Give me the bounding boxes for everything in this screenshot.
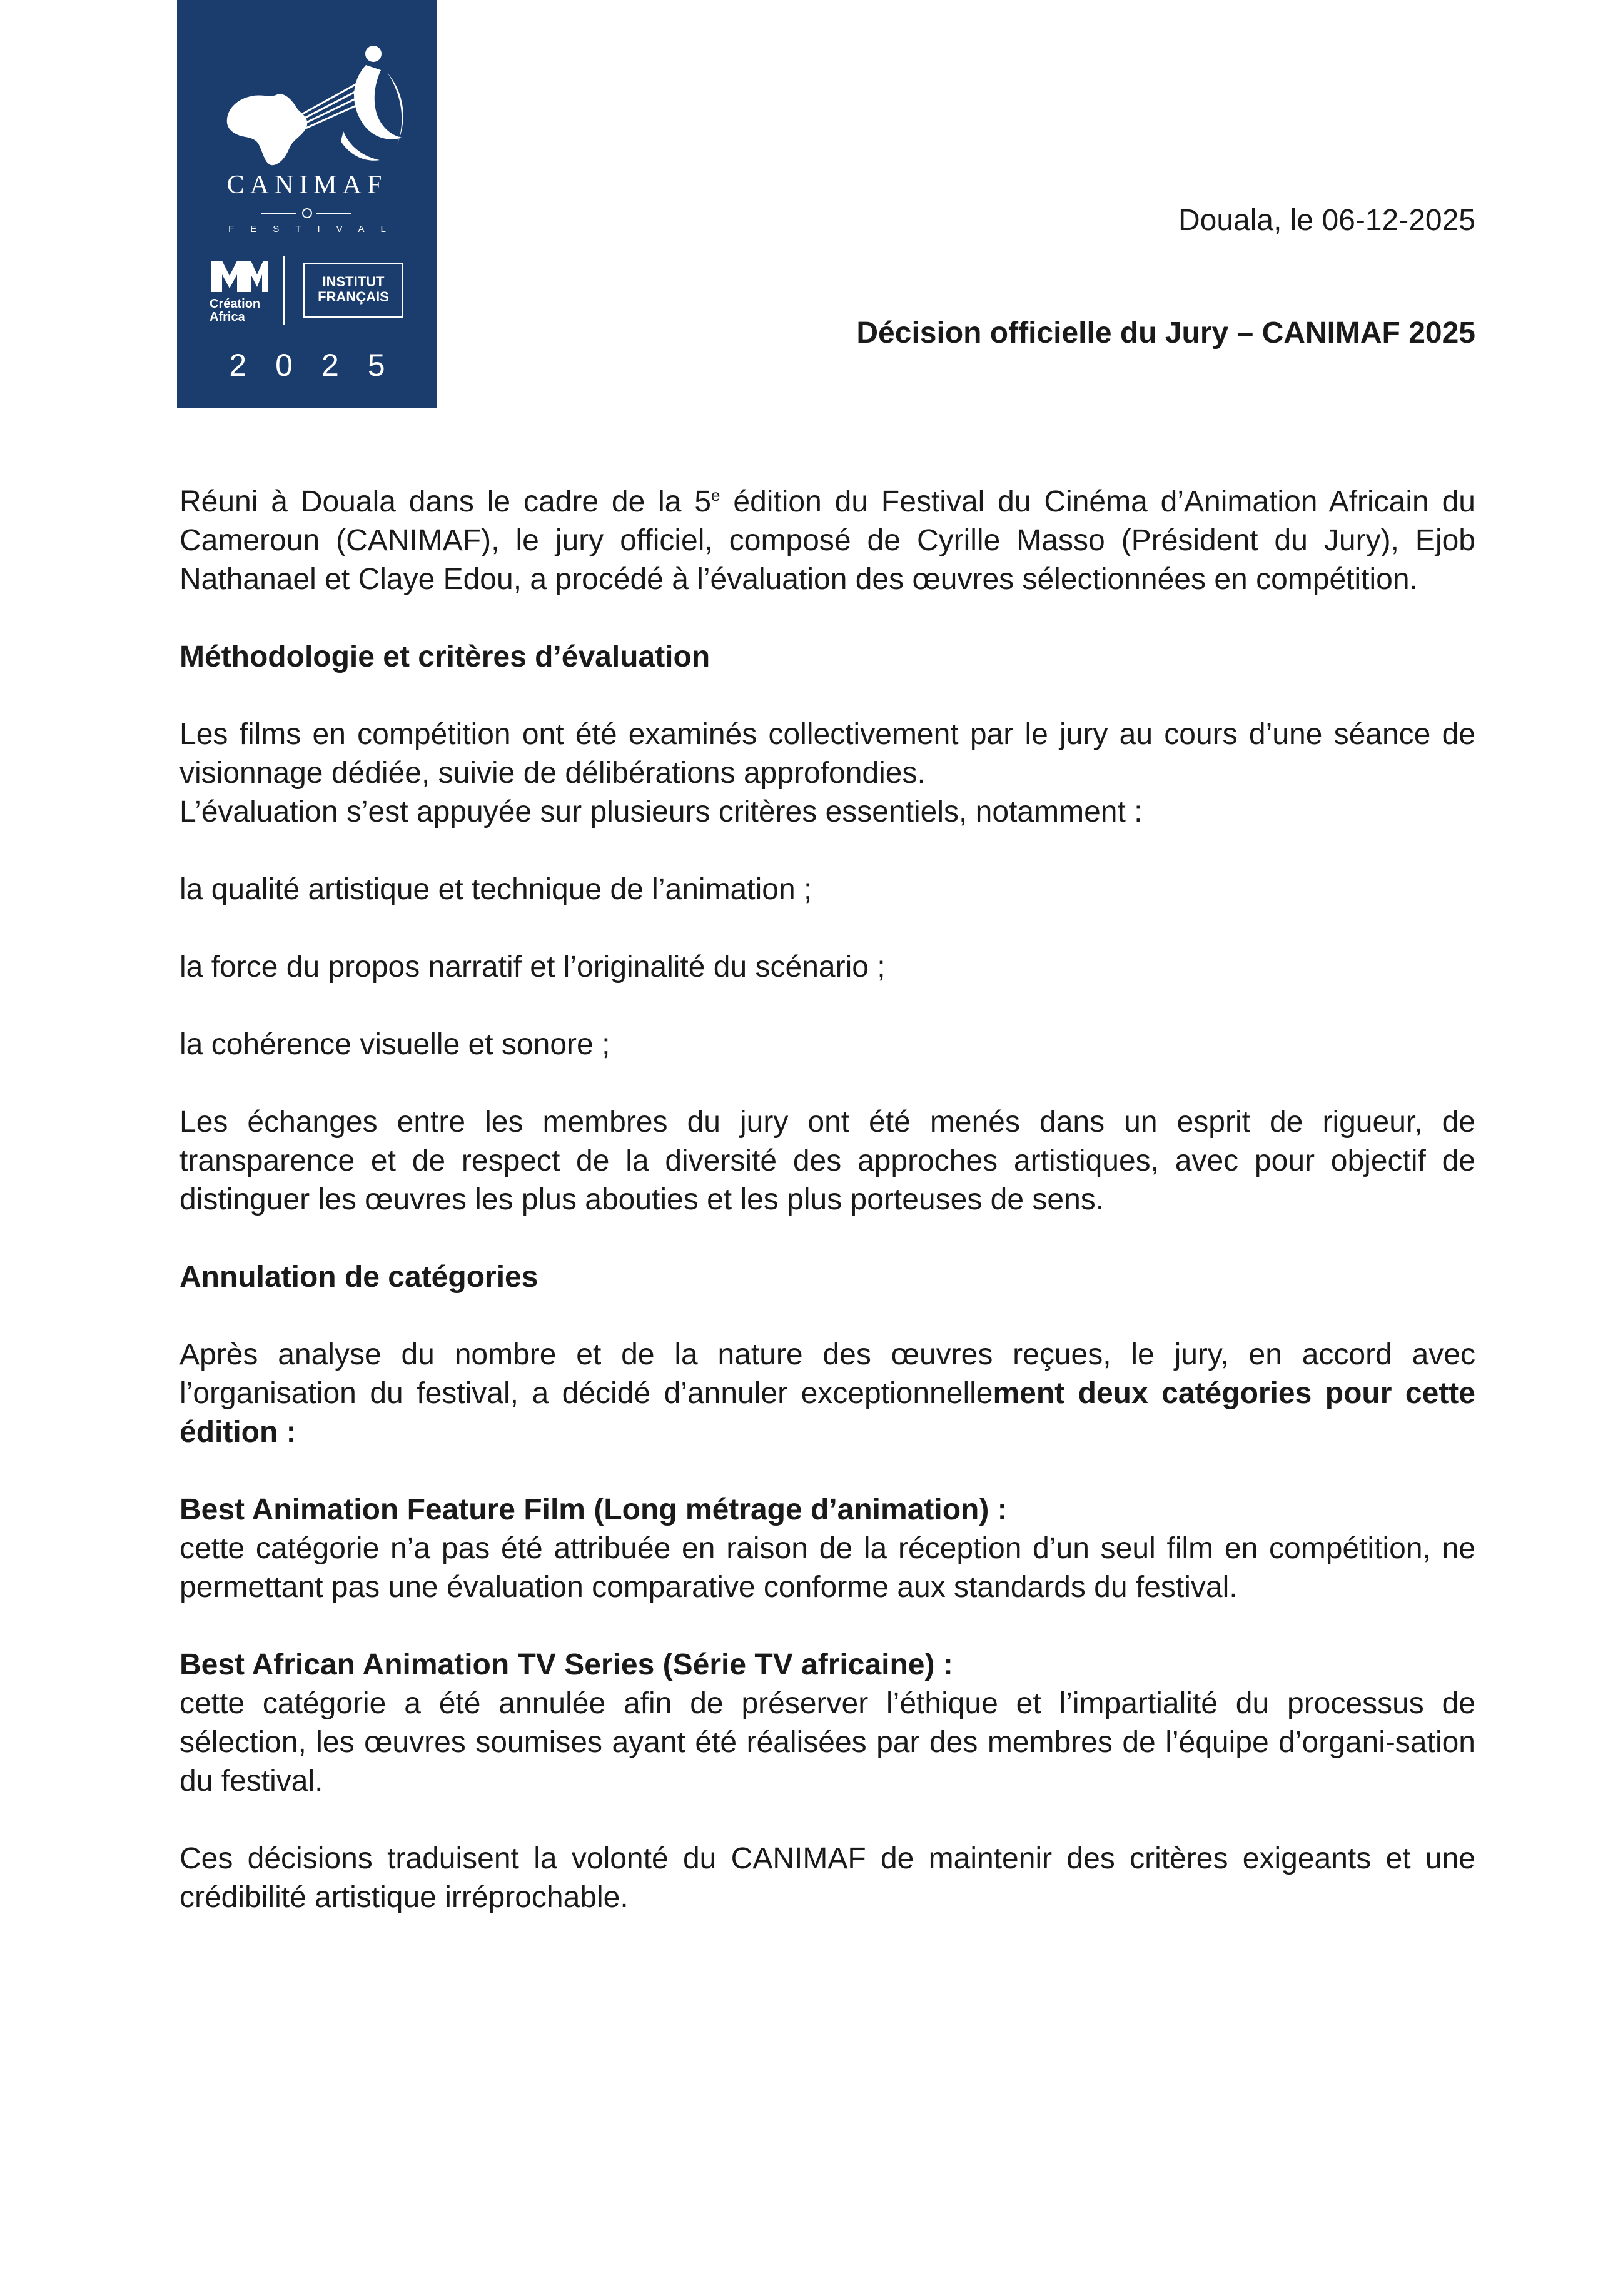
- methodology-heading: Méthodologie et critères d’évaluation: [179, 640, 710, 673]
- category-1-text: cette catégorie n’a pas été attribuée en raison de la réception d’un seul film en compétition, ne permettant pas une évaluation comparative conforme aux standards du festival.: [179, 1532, 1475, 1604]
- document-body: [179, 483, 1475, 1917]
- document-title: Décision officielle du Jury – CANIMAF 2025: [856, 316, 1475, 350]
- criteria-item: la force du propos narratif et l’originalité du scénario ;: [179, 950, 886, 984]
- logo-divider-left: [261, 213, 296, 214]
- institut-line2: FRANÇAIS: [318, 289, 389, 305]
- logo-divider-right: [316, 213, 351, 214]
- institut-line1: INSTITUT: [322, 274, 385, 290]
- category-2-text: cette catégorie a été annulée afin de préserver l’éthique et l’impartialité du processus de sélection, les œuvres soumises ayant été réalisées par des membres de l’équipe d’organi-sation du festival.: [179, 1687, 1475, 1798]
- methodology-paragraph-1: Les films en compétition ont été examinés collectivement par le jury au cours d’une séance de visionnage dédiée, suivie de délibérations approfondies.: [179, 718, 1475, 790]
- category-2-title: Best African Animation TV Series (Série TV africaine) :: [179, 1648, 953, 1681]
- cancellation-intro-text: Après analyse du nombre et de la nature des œuvres reçues, le jury, en accord avec l’organisation du festival, a décidé d’annuler exceptionnelle: [179, 1338, 1475, 1410]
- creation-africa-line1: Création: [210, 297, 261, 311]
- methodology-paragraph-2: L’évaluation s’est appuyée sur plusieurs critères essentiels, notamment :: [179, 795, 1143, 828]
- cancellation-intro: [179, 1336, 1475, 1452]
- creation-africa-line2: Africa: [210, 310, 245, 324]
- logo-divider-ring: [302, 208, 312, 218]
- canimaf-logo: [177, 0, 437, 408]
- creation-africa-label: [210, 298, 260, 324]
- category-1-title: Best Animation Feature Film (Long métrage d’animation) :: [179, 1493, 1008, 1526]
- criteria-item: la cohérence visuelle et sonore ;: [179, 1028, 610, 1061]
- logo-brand-name: CANIMAF: [226, 171, 388, 199]
- criteria-item: la qualité artistique et technique de l’animation ;: [179, 873, 812, 906]
- intro-text-end: édition du Festival du Cinéma d’Animation Africain du Cameroun (CANIMAF), le jury officiel, composé de Cyrille Masso (Président du Jury), Ejob Nathanael et Claye Edou, a procédé à l’évaluation des œuvres sélectionnées en compétition.: [179, 485, 1475, 596]
- canimaf-emblem-icon: [202, 38, 415, 175]
- intro-text-start: Réuni à Douala dans le cadre de la 5: [179, 485, 712, 518]
- cancellation-heading: Annulation de catégories: [179, 1261, 538, 1294]
- institut-francais-logo: [303, 263, 403, 318]
- methodology-paragraph-3: Les échanges entre les membres du jury ont été menés dans un esprit de rigueur, de transparence et de respect de la diversité des approches artistiques, avec pour objectif de distinguer les œuvres les plus abouties et les plus porteuses de sens.: [179, 1105, 1475, 1216]
- intro-paragraph: [179, 483, 1475, 599]
- intro-superscript: e: [711, 486, 720, 505]
- logo-year: 2025: [229, 348, 414, 383]
- conclusion-paragraph: Ces décisions traduisent la volonté du CANIMAF de maintenir des critères exigeants et une crédibilité artistique irréprochable.: [179, 1842, 1475, 1914]
- document-date: Douala, le 06-12-2025: [1178, 204, 1475, 237]
- cancellation-intro-bold: ment deux catégories pour cette édition :: [179, 1377, 1475, 1449]
- partner-separator: [283, 256, 285, 325]
- creation-africa-logo-icon: [210, 259, 270, 293]
- logo-subtitle: FESTIVAL: [228, 224, 402, 234]
